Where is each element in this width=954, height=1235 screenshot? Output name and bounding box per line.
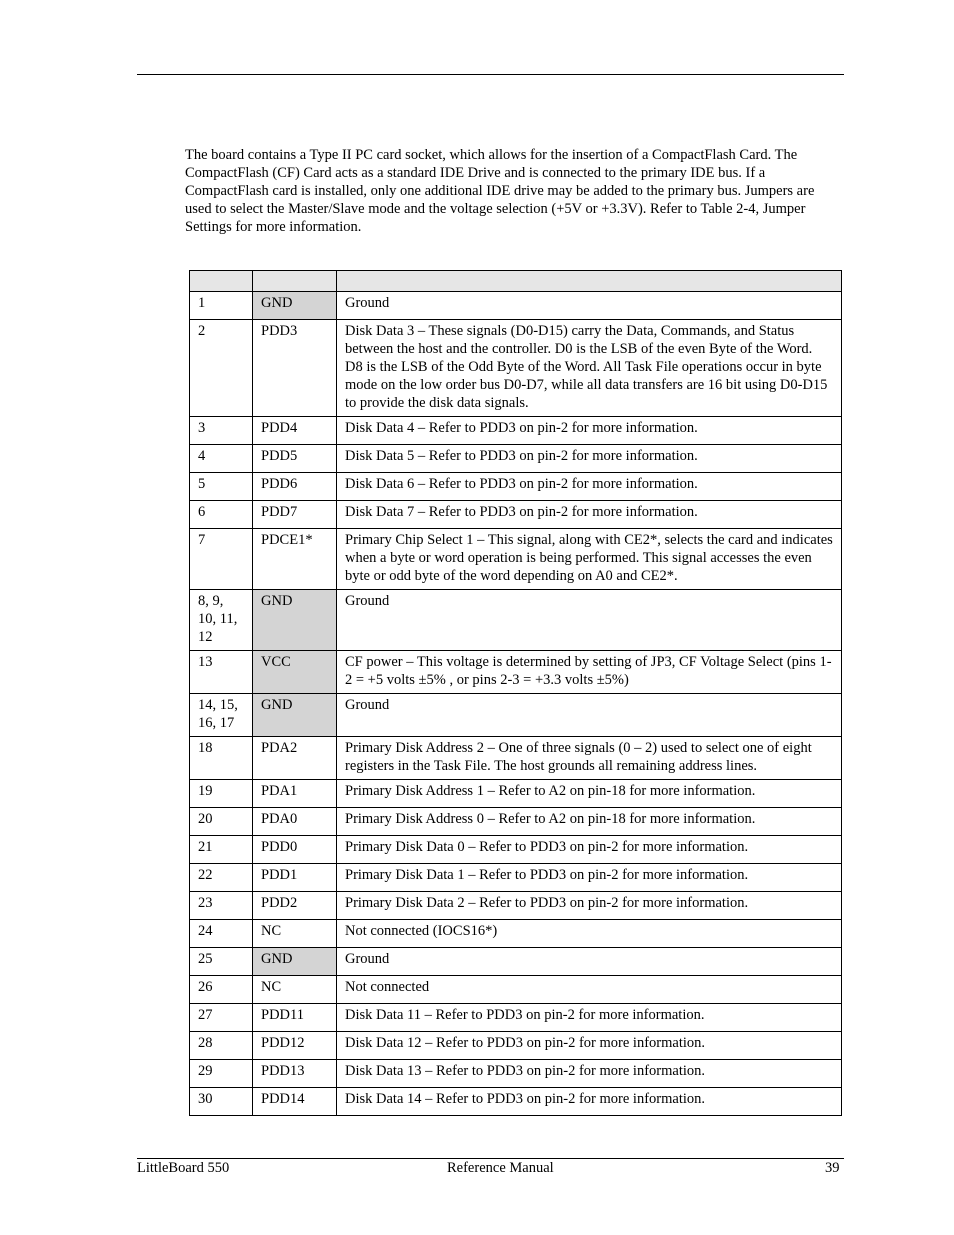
table-row — [190, 780, 842, 808]
table-row — [190, 529, 842, 590]
footer-product: LittleBoard 550 — [137, 1160, 230, 1176]
signal-cell: PDD14 — [253, 1088, 337, 1116]
pin-cell: 28 — [190, 1032, 253, 1060]
description-cell: Disk Data 13 – Refer to PDD3 on pin-2 for more information. — [337, 1060, 842, 1088]
pin-cell: 26 — [190, 976, 253, 1004]
table-row — [190, 948, 842, 976]
signal-cell: GND — [253, 694, 337, 737]
pin-cell: 30 — [190, 1088, 253, 1116]
table-row — [190, 808, 842, 836]
table-row — [190, 292, 842, 320]
pin-cell: 2 — [190, 320, 253, 417]
pin-cell: 19 — [190, 780, 253, 808]
table-row — [190, 892, 842, 920]
signal-cell: PDD11 — [253, 1004, 337, 1032]
signal-cell: PDD12 — [253, 1032, 337, 1060]
signal-cell: PDA2 — [253, 737, 337, 780]
table-row — [190, 920, 842, 948]
description-cell: Primary Disk Address 1 – Refer to A2 on pin-18 for more information. — [337, 780, 842, 808]
signal-cell: PDD0 — [253, 836, 337, 864]
pin-cell: 22 — [190, 864, 253, 892]
description-cell: Primary Chip Select 1 – This signal, along with CE2*, selects the card and indicates when a byte or word operation is being performed. This signal accesses the even byte or odd byte of the word depending on A0 and CE2*. — [337, 529, 842, 590]
pin-cell: 8, 9, 10, 11, 12 — [190, 590, 253, 651]
description-cell: Primary Disk Address 2 – One of three signals (0 – 2) used to select one of eight registers in the Task File. The host grounds all remaining address lines. — [337, 737, 842, 780]
description-cell: Ground — [337, 292, 842, 320]
description-cell: Disk Data 4 – Refer to PDD3 on pin-2 for more information. — [337, 417, 842, 445]
pin-cell: 7 — [190, 529, 253, 590]
pin-cell: 4 — [190, 445, 253, 473]
table-row — [190, 864, 842, 892]
pin-cell: 13 — [190, 651, 253, 694]
pin-cell: 14, 15, 16, 17 — [190, 694, 253, 737]
signal-cell: PDD13 — [253, 1060, 337, 1088]
header-pin — [190, 271, 253, 292]
header-rule — [137, 74, 844, 75]
pin-cell: 6 — [190, 501, 253, 529]
footer-rule — [137, 1158, 844, 1159]
table-row — [190, 737, 842, 780]
signal-cell: VCC — [253, 651, 337, 694]
footer-title: Reference Manual — [447, 1160, 554, 1176]
signal-cell: PDD1 — [253, 864, 337, 892]
pin-cell: 18 — [190, 737, 253, 780]
pin-cell: 5 — [190, 473, 253, 501]
description-cell: Not connected (IOCS16*) — [337, 920, 842, 948]
description-cell: Ground — [337, 948, 842, 976]
header-signal — [253, 271, 337, 292]
table-row — [190, 417, 842, 445]
signal-cell: NC — [253, 920, 337, 948]
pin-cell: 1 — [190, 292, 253, 320]
description-cell: Primary Disk Data 1 – Refer to PDD3 on pin-2 for more information. — [337, 864, 842, 892]
pin-cell: 3 — [190, 417, 253, 445]
table-row — [190, 976, 842, 1004]
description-cell: Ground — [337, 590, 842, 651]
signal-cell: PDD5 — [253, 445, 337, 473]
pin-cell: 29 — [190, 1060, 253, 1088]
pin-cell: 21 — [190, 836, 253, 864]
signal-cell: PDD2 — [253, 892, 337, 920]
signal-cell: PDCE1* — [253, 529, 337, 590]
description-cell: Disk Data 14 – Refer to PDD3 on pin-2 for more information. — [337, 1088, 842, 1116]
table-row — [190, 1060, 842, 1088]
table-row — [190, 320, 842, 417]
description-cell: Disk Data 3 – These signals (D0-D15) carry the Data, Commands, and Status between the host and the controller. D0 is the LSB of the even Byte of the Word. D8 is the LSB of the Odd Byte of the Word. All Task File operations occur in byte mode on the low order bus D0-D7, while all data transfers are 16 bit using D0-D15 to provide the disk data signals. — [337, 320, 842, 417]
table-row — [190, 473, 842, 501]
pin-cell: 23 — [190, 892, 253, 920]
description-cell: Disk Data 12 – Refer to PDD3 on pin-2 for more information. — [337, 1032, 842, 1060]
table-row — [190, 590, 842, 651]
signal-cell: PDD7 — [253, 501, 337, 529]
pin-cell: 24 — [190, 920, 253, 948]
header-description — [337, 271, 842, 292]
description-cell: Primary Disk Address 0 – Refer to A2 on pin-18 for more information. — [337, 808, 842, 836]
signal-cell: GND — [253, 948, 337, 976]
table-row — [190, 445, 842, 473]
table-row — [190, 1032, 842, 1060]
intro-text: The board contains a Type II PC card socket, which allows for the insertion of a CompactFlash Card. The CompactFlash (CF) Card acts as a standard IDE Drive and is connected to the primary IDE bus. If a CompactFlash card is installed, only one additional IDE drive may be added to the primary bus. Jumpers are used to select the Master/Slave mode and the voltage selection (+5V or +3.3V). Refer to Table 2-4, Jumper Settings for more information. — [185, 147, 815, 235]
intro-paragraph — [185, 146, 835, 236]
description-cell: Ground — [337, 694, 842, 737]
description-cell: Disk Data 5 – Refer to PDD3 on pin-2 for more information. — [337, 445, 842, 473]
table-row — [190, 1088, 842, 1116]
description-cell: Primary Disk Data 0 – Refer to PDD3 on pin-2 for more information. — [337, 836, 842, 864]
description-cell: Disk Data 11 – Refer to PDD3 on pin-2 for more information. — [337, 1004, 842, 1032]
signal-cell: PDD3 — [253, 320, 337, 417]
table-row — [190, 1004, 842, 1032]
description-cell: Not connected — [337, 976, 842, 1004]
table-row — [190, 836, 842, 864]
table-body — [190, 292, 842, 1116]
pinout-table — [189, 270, 842, 1116]
description-cell: Disk Data 7 – Refer to PDD3 on pin-2 for more information. — [337, 501, 842, 529]
table-row — [190, 651, 842, 694]
table-row — [190, 501, 842, 529]
table-header-row — [190, 271, 842, 292]
signal-cell: PDA1 — [253, 780, 337, 808]
signal-cell: GND — [253, 590, 337, 651]
signal-cell: PDD4 — [253, 417, 337, 445]
signal-cell: PDA0 — [253, 808, 337, 836]
description-cell: Primary Disk Data 2 – Refer to PDD3 on pin-2 for more information. — [337, 892, 842, 920]
table-row — [190, 694, 842, 737]
description-cell: CF power – This voltage is determined by setting of JP3, CF Voltage Select (pins 1-2 = +5 volts ±5% , or pins 2-3 = +3.3 volts ±5%) — [337, 651, 842, 694]
pin-cell: 27 — [190, 1004, 253, 1032]
signal-cell: PDD6 — [253, 473, 337, 501]
page-number: 39 — [825, 1160, 840, 1176]
signal-cell: GND — [253, 292, 337, 320]
description-cell: Disk Data 6 – Refer to PDD3 on pin-2 for more information. — [337, 473, 842, 501]
pin-cell: 20 — [190, 808, 253, 836]
pin-cell: 25 — [190, 948, 253, 976]
signal-cell: NC — [253, 976, 337, 1004]
